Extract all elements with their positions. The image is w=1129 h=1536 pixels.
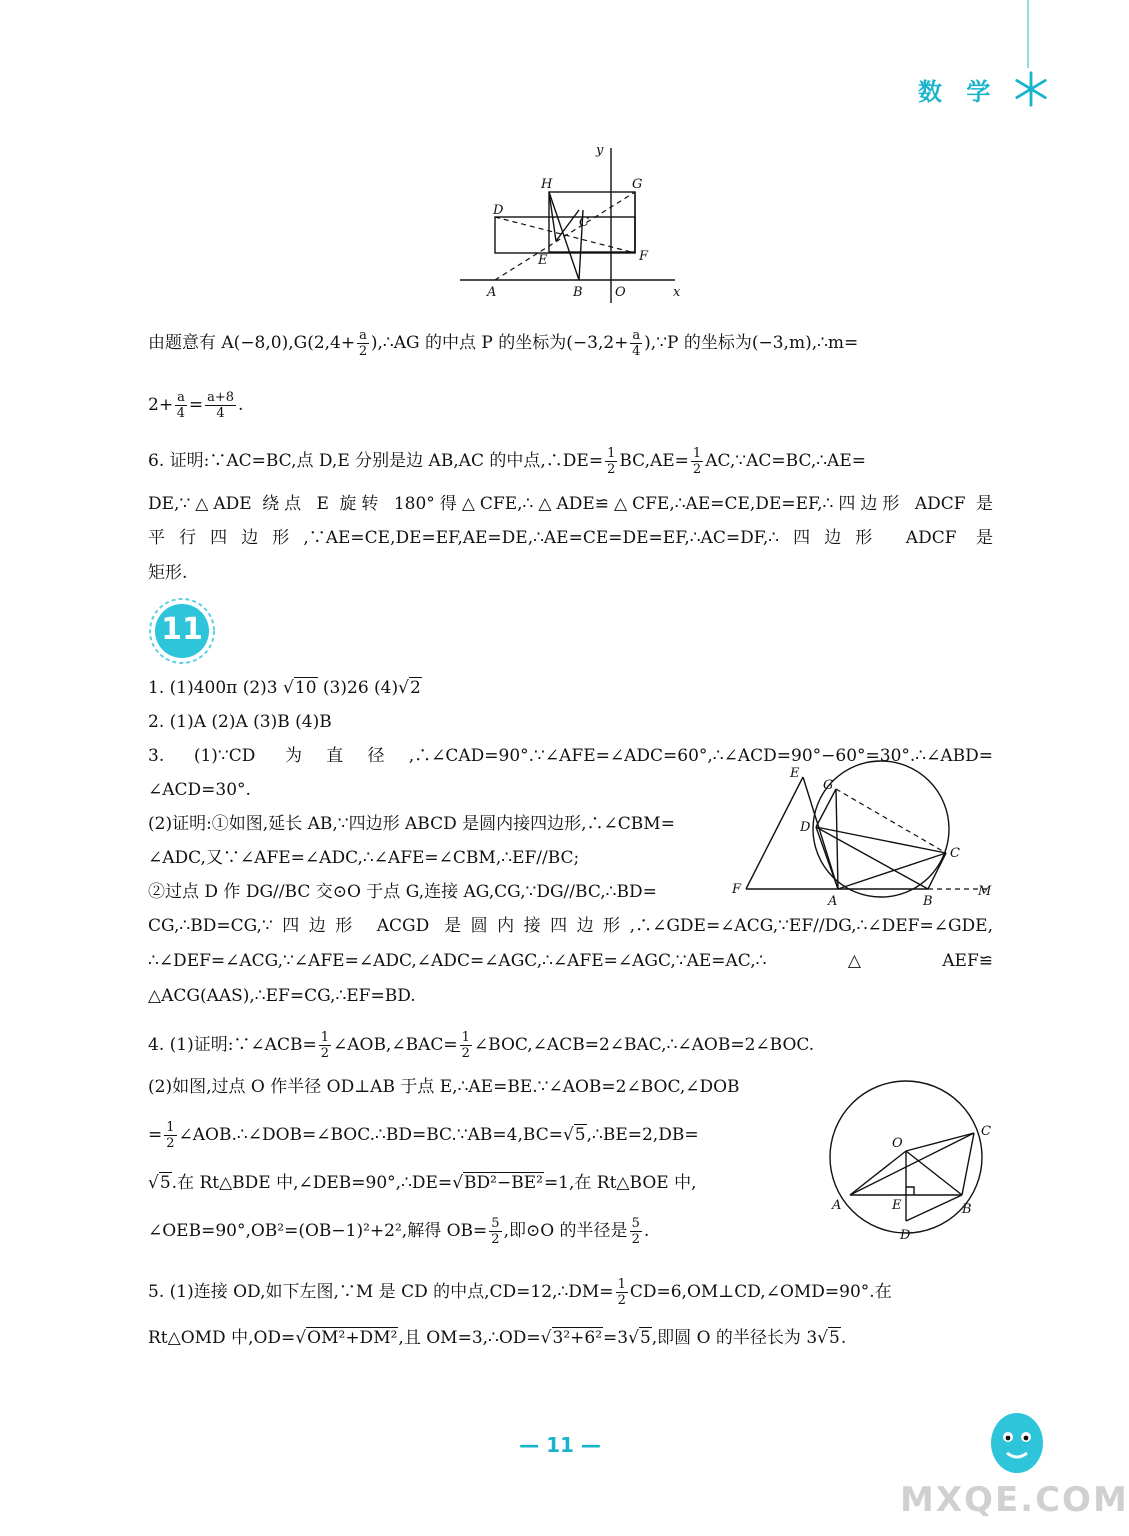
solution-line: DE,∵△ADE 绕点 E 旋转 180°得△CFE,∴△ADE≌△CFE,∴AE=CE,DE=EF,∴四边形 ADCF 是: [148, 494, 993, 514]
fig3-label: B: [962, 1202, 972, 1217]
solution-line: ∠ADC,又∵∠AFE=∠ADC,∴∠AFE=∠CBM,∴EF//BC;: [148, 848, 580, 868]
circle-figure-q3: [728, 765, 998, 910]
solution-line: (2)证明:①如图,延长 AB,∵四边形 ABCD 是圆内接四边形,∴∠CBM=: [148, 814, 675, 834]
fig2-label: E: [790, 766, 800, 781]
fig1-label: F: [639, 249, 649, 264]
solution-line: (2)如图,过点 O 作半径 OD⊥AB 于点 E,∴AE=BE.∵∠AOB=2∠BOC,∠DOB: [148, 1077, 740, 1097]
section-number: 11: [161, 612, 203, 647]
solution-line: CG,∴BD=CG,∵四边形 ACGD 是圆内接四边形,∴∠GDE=∠ACG,∵EF//DG,∴∠DEF=∠GDE,: [148, 916, 993, 936]
fig1-label: O: [615, 285, 626, 300]
solution-line: = $\frac{1}{2}$ ∠AOB.∴∠DOB=∠BOC.∴BD=BC.∵AB=4,BC=√5,∴BE=2,DB=: [148, 1120, 699, 1151]
solution-line: 3. (1)∵CD 为直径,∴∠CAD=90°.∵∠AFE=∠ADC=60°,∴∠ACD=90°−60°=30°.∴∠ABD=: [148, 746, 993, 766]
solution-line: 5. (1)连接 OD,如下左图,∵M 是 CD 的中点,CD=12,∴DM= $\frac{1}{2}$ CD=6,OM⊥CD,∠OMD=90°.在: [148, 1277, 892, 1308]
answer-line: 2. (1)A (2)A (3)B (4)B: [148, 712, 332, 732]
fig1-label: D: [493, 203, 504, 218]
solution-line: ∠ACD=30°.: [148, 780, 251, 800]
fig2-label: D: [800, 820, 811, 835]
page-number: — 11 —: [519, 1433, 601, 1457]
fig2-label: G: [823, 778, 834, 793]
solution-line: 矩形.: [148, 563, 188, 583]
solution-line: Rt△OMD 中,OD=√OM²+DM²,且 OM=3,∴OD=√3²+6²=3√5,即圆 O 的半径长为 3√5.: [148, 1328, 847, 1348]
fig1-label: B: [573, 285, 583, 300]
snowflake-icon: [1012, 70, 1050, 108]
fig1-label: A: [487, 285, 497, 300]
solution-line: ∴∠DEF=∠ACG,∵∠AFE=∠ADC,∠ADC=∠AGC,∴∠AFE=∠AGC,∵AE=AC,∴△AEF≌: [148, 951, 993, 971]
mascot-icon: [985, 1405, 1049, 1485]
solution-line: 由题意有 A(−8,0),G(2,4+ $\frac{a}{2}$ ),∴AG 的中点 P 的坐标为(−3,2+ $\frac{a}{4}$ ),∵P 的坐标为(−3,m),∴m=: [148, 328, 859, 359]
fig2-label: C: [950, 846, 960, 861]
fig3-label: A: [832, 1198, 842, 1213]
solution-line: 4. (1)证明:∵∠ACB= $\frac{1}{2}$ ∠AOB,∠BAC= $\frac{1}{2}$ ∠BOC,∠ACB=2∠BAC,∴∠AOB=2∠BOC.: [148, 1030, 815, 1061]
solution-line: √5.在 Rt△BDE 中,∠DEB=90°,∴DE=√BD²−BE²=1,在 Rt△BOE 中,: [148, 1173, 697, 1193]
fig2-label: M: [978, 884, 992, 899]
subject-title: 数 学: [918, 78, 999, 106]
fig3-label: C: [981, 1124, 991, 1139]
solution-line: △ACG(AAS),∴EF=CG,∴EF=BD.: [148, 986, 416, 1006]
fig1-label: y: [596, 143, 604, 158]
solution-line: 2+ $\frac{a}{4}$ = $\frac{a+8}{4}$ .: [148, 390, 244, 421]
solution-line: 平行四边形,∵AE=CE,DE=EF,AE=DE,∴AE=CE=DE=EF,∴AC=DF,∴四边形 ADCF 是: [148, 528, 993, 548]
circle-figure-q4: [826, 1075, 1001, 1245]
fig2-label: F: [732, 882, 742, 897]
fig1-label: C: [579, 215, 589, 230]
solution-line: 6. 证明:∵AC=BC,点 D,E 分别是边 AB,AC 的中点,∴DE= $\frac{1}{2}$ BC,AE= $\frac{1}{2}$ AC,∵AC=BC,∴AE=: [148, 446, 866, 477]
coordinate-figure: [455, 138, 690, 308]
fig2-label: B: [923, 894, 933, 909]
fig3-label: D: [900, 1228, 911, 1243]
solution-line: ②过点 D 作 DG//BC 交⊙O 于点 G,连接 AG,CG,∵DG//BC,∴BD=: [148, 882, 657, 902]
fig1-label: E: [538, 253, 548, 268]
fig2-label: A: [828, 894, 838, 909]
solution-line: ∠OEB=90°,OB²=(OB−1)²+2²,解得 OB= $\frac{5}{2}$ ,即⊙O 的半径是 $\frac{5}{2}$ .: [148, 1216, 650, 1247]
fig1-label: G: [632, 177, 643, 192]
fig3-label: O: [892, 1136, 903, 1151]
decorative-line: [1027, 0, 1029, 68]
answer-line: 1. (1)400π (2)3 √10 (3)26 (4)√2: [148, 678, 421, 698]
fig3-label: E: [892, 1198, 902, 1213]
watermark: MXQE.COM: [900, 1480, 1129, 1520]
fig1-label: H: [541, 177, 553, 192]
fig1-label: x: [673, 285, 681, 300]
